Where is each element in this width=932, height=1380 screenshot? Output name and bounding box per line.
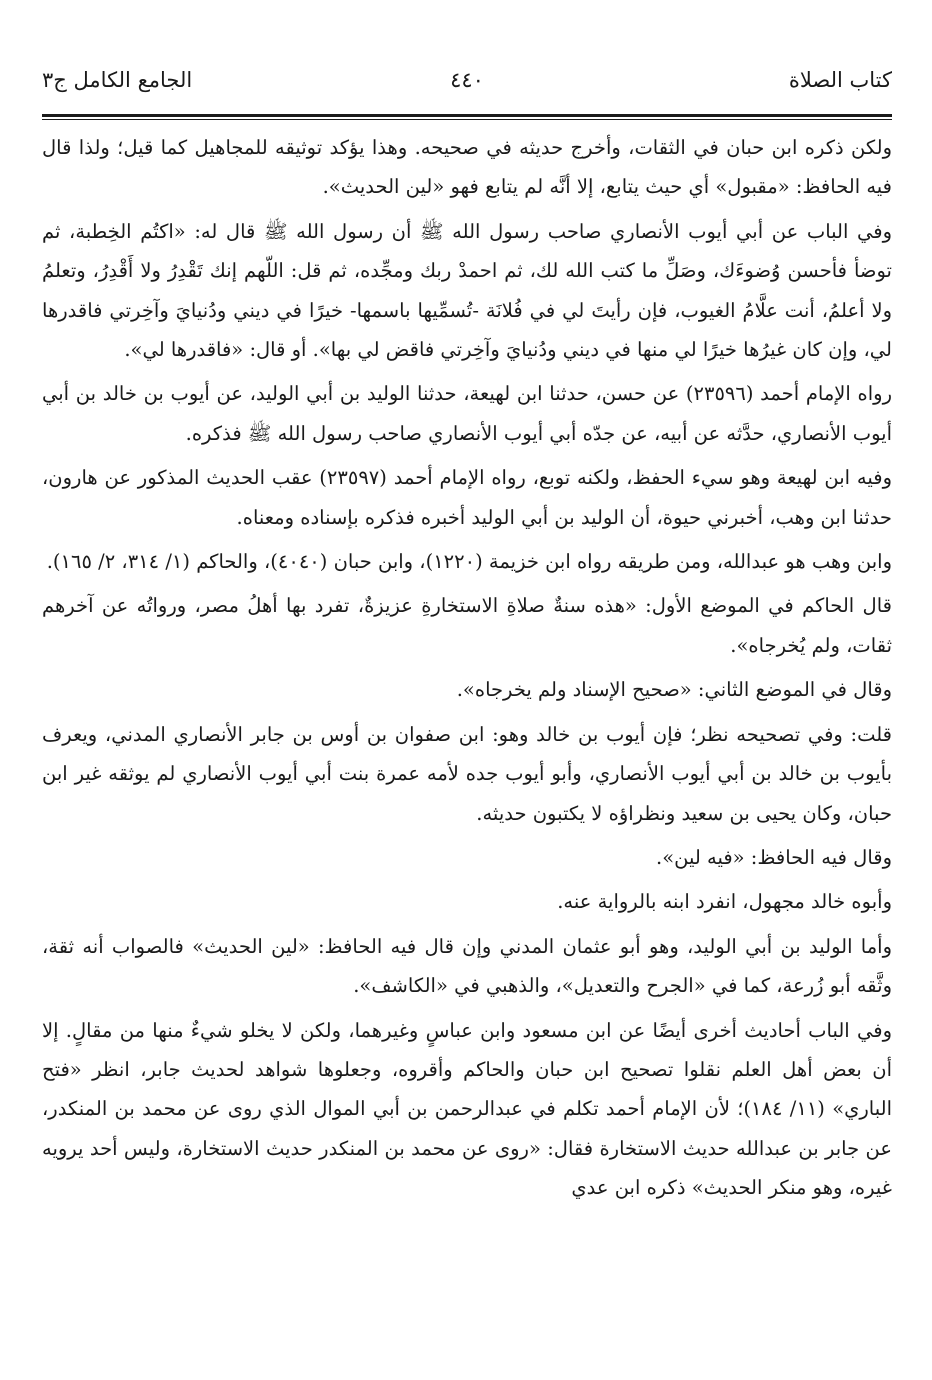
paragraph: وأما الوليد بن أبي الوليد، وهو أبو عثمان المدني وإن قال فيه الحافظ: «لين الحديث» فالصواب أنه ثقة، وثَّقه أبو زُرعة، كما في «الجرح والتعديل»، والذهبي في «الكاشف». (42, 934, 892, 998)
paragraph: وفيه ابن لهيعة وهو سيء الحفظ، ولكنه توبع، رواه الإمام أحمد (٢٣٥٩٧) عقب الحديث المذكور عن هارون، حدثنا ابن وهب، أخبرني حيوة، أن الوليد بن أبي الوليد أخبره فذكره بإسناده ومعناه. (42, 466, 892, 529)
paragraph: وابن وهب هو عبدالله، ومن طريقه رواه ابن خزيمة (١٢٢٠)، وابن حبان (٤٠٤٠)، والحاكم (١/ ٣١٤، ٢/ ١٦٥). (46, 550, 892, 574)
book-title: الجامع الكامل ج٣ (42, 68, 193, 92)
paragraph: قال الحاكم في الموضع الأول: «هذه سنةٌ صلاةِ الاستخارةِ عزيزةٌ، تفرد بها أهلُ مصر، ورواتُه عن آخرهم ثقات، ولم يُخرجاه». (42, 594, 892, 657)
paragraph: وقال فيه الحافظ: «فيه لين». (656, 845, 892, 869)
paragraph: وفي الباب عن أبي أيوب الأنصاري صاحب رسول الله ﷺ أن رسول الله ﷺ قال له: «اكتُم الخِطبة، ثم توضأ فأحسن وُضوءَك، وصَلِّ ما كتب الله لك، ثم احمدْ ربك ومجِّده، ثم قل: اللّهم إنك تَقْدِرُ ولا أَقْدِرُ، وتعلمُ ولا أعلمُ، أنت علَّامُ الغيوب، فإن رأيتَ لي في فُلانَة -تُسمِّيها باسمها- خيرًا في ديني ودُنيايَ وآخِرتي فاقدرها لي، وإن كان غيرُها خيرًا لي منها في ديني ودُنيايَ وآخِرتي فاقض لي بها». أو قال: «فاقدرها لي». (42, 219, 892, 362)
page-body (42, 128, 892, 1208)
chapter-title: كتاب الصلاة (788, 68, 892, 92)
paragraph: قلت: وفي تصحيحه نظر؛ فإن أيوب بن خالد وهو: ابن صفوان بن أوس بن جابر الأنصاري المدني، ويعرف بأيوب بن خالد بن أبي أيوب الأنصاري، وأبو أيوب جده لأمه عمرة بنت أبي أيوب الأنصاري لم يوثقه غير ابن حبان، وكان يحيى بن سعيد ونظراؤه لا يكتبون حديثه. (42, 722, 892, 825)
header-rule-thin (42, 119, 892, 120)
paragraph: رواه الإمام أحمد (٢٣٥٩٦) عن حسن، حدثنا ابن لهيعة، حدثنا الوليد بن أبي الوليد، عن أيوب بن خالد بن أبي أيوب الأنصاري، حدَّثه عن أبيه، عن جدّه أبي أيوب الأنصاري صاحب رسول الله ﷺ فذكره. (42, 382, 892, 445)
paragraph: وأبوه خالد مجهول، انفرد ابنه بالرواية عنه. (557, 890, 892, 914)
page-number: ٤٤٠ (450, 68, 484, 92)
paragraph: وفي الباب أحاديث أخرى أيضًا عن ابن مسعود وابن عباسٍ وغيرهما، ولكن لا يخلو شيءٌ منها من مقالٍ. إلا أن بعض أهل العلم نقلوا تصحيح ابن حبان والحاكم وأقروه، وجعلوها شواهد لحديث جابر، انظر «فتح الباري» (١١/ ١٨٤)؛ لأن الإمام أحمد تكلم في عبدالرحمن بن أبي الموال الذي روى عن محمد بن المنكدر، عن جابر بن عبدالله حديث الاستخارة فقال: «روى عن محمد بن المنكدر حديث الاستخارة، وليس أحد يرويه غيره، وهو منكر الحديث» ذكره ابن عدي (42, 1018, 892, 1200)
header-rule-thick (42, 114, 892, 117)
page-header (42, 58, 892, 114)
book-page (42, 58, 892, 1213)
paragraph: وقال في الموضع الثاني: «صحيح الإسناد ولم يخرجاه». (456, 678, 892, 702)
paragraph: ولكن ذكره ابن حبان في الثقات، وأخرج حديثه في صحيحه. وهذا يؤكد توثيقه للمجاهيل كما قيل؛ ولذا قال فيه الحافظ: «مقبول» أي حيث يتابع، إلا أنَّه لم يتابع فهو «لين الحديث». (42, 136, 892, 199)
